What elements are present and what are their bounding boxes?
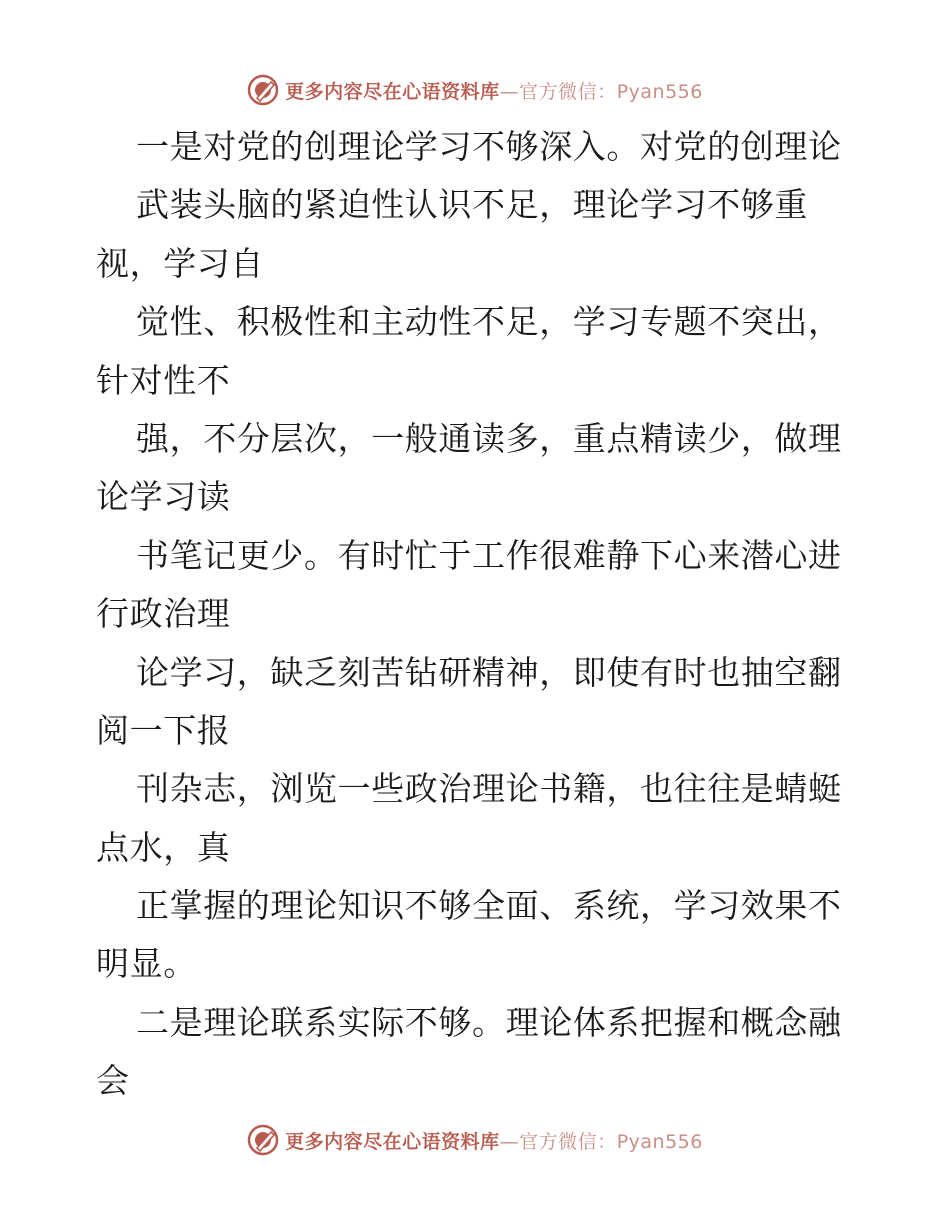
watermark-text: 更多内容尽在心语资料库—官方微信：Pyan556	[285, 80, 703, 103]
text-line: 刊杂志，浏览一些政治理论书籍，也往往是蜻蜓	[136, 769, 842, 809]
footer-watermark	[0, 1122, 950, 1158]
text-line: 阅一下报	[96, 710, 231, 750]
pen-logo-icon	[247, 74, 279, 106]
text-line: 论学习，缺乏刻苦钻研精神，即使有时也抽空翻	[136, 652, 842, 692]
text-line: 书笔记更少。有时忙于工作很难静下心来潜心进	[136, 535, 842, 575]
text-line: 一是对党的创理论学习不够深入。对党的创理论	[136, 127, 842, 166]
text-line: 二是理论联系实际不够。理论体系把握和概念融	[136, 1002, 842, 1042]
watermark-text: 更多内容尽在心语资料库—官方微信：Pyan556	[285, 1130, 703, 1153]
text-line: 针对性不	[96, 360, 231, 400]
header-watermark	[0, 72, 950, 108]
text-line: 视，学习自	[96, 243, 264, 283]
pen-logo-icon	[247, 1124, 279, 1156]
text-line: 武装头脑的紧迫性认识不足，理论学习不够重	[136, 185, 808, 225]
text-line: 强，不分层次，一般通读多，重点精读少，做理	[136, 418, 842, 458]
text-line: 觉性、积极性和主动性不足，学习专题不突出，	[136, 302, 842, 342]
document-body	[96, 118, 856, 1111]
text-line: 明显。	[96, 944, 197, 984]
text-line: 正掌握的理论知识不够全面、系统，学习效果不	[136, 886, 842, 926]
text-line: 行政治理	[96, 594, 231, 634]
text-line: 论学习读	[96, 477, 231, 517]
text-line: 点水，真	[96, 827, 231, 867]
text-line: 会	[96, 1061, 130, 1101]
